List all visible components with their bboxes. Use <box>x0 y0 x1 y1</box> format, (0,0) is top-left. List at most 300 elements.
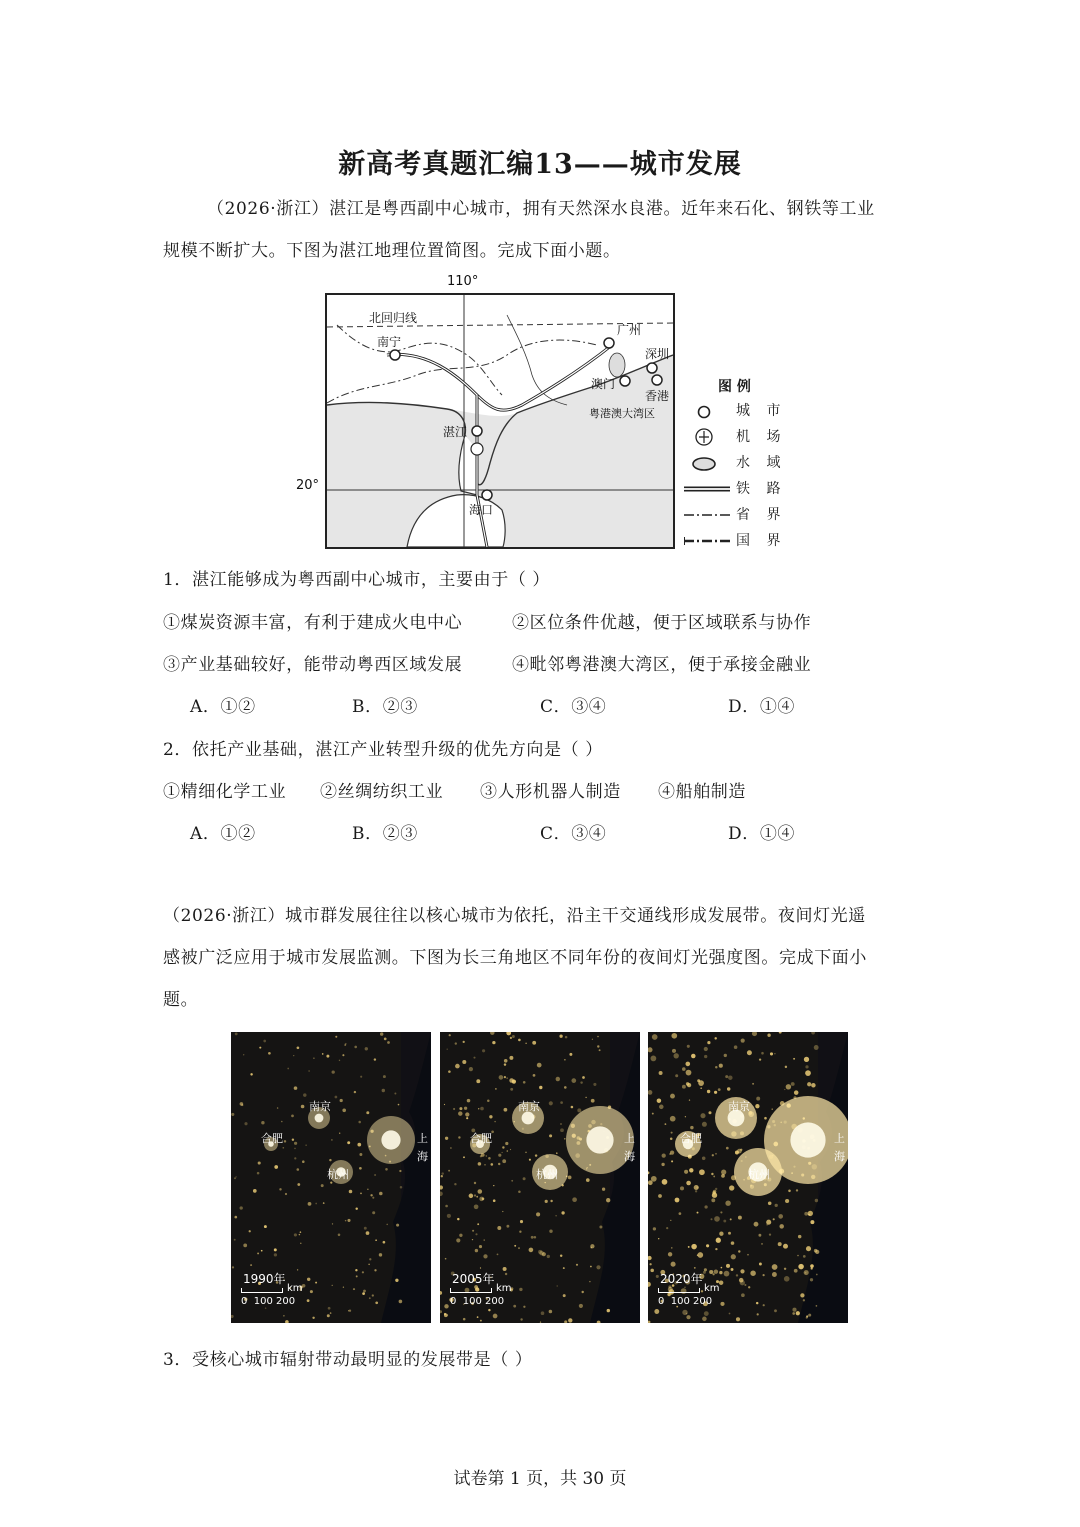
night-map-2020-light-dot <box>783 1244 788 1249</box>
night-map-2005-light-dot <box>479 1245 482 1248</box>
night-map-2005-light-dot <box>571 1106 574 1109</box>
night-map-1990-light-dot <box>331 1139 333 1141</box>
night-map-2005-light-dot <box>559 1035 562 1038</box>
night-map-2020-light-dot <box>691 1244 697 1250</box>
q1-option-b[interactable]: B．②③ <box>352 697 418 717</box>
night-map-2020-light-dot <box>731 1254 736 1259</box>
night-map-2005-light-dot <box>599 1049 601 1051</box>
night-map-2020-light-dot <box>690 1126 693 1129</box>
night-map-1990-light-dot <box>301 1105 305 1109</box>
night-map-1990-label-nanjing: 南京 <box>309 1100 331 1113</box>
night-map-2005-light-dot <box>597 1036 599 1038</box>
night-map-1990-light-dot <box>347 1141 350 1144</box>
night-map-2020-light-dot <box>714 1091 717 1094</box>
night-map-2005-light-dot <box>488 1309 490 1311</box>
night-map-2020-light-dot <box>723 1220 726 1223</box>
night-map-2020-light-dot <box>758 1234 761 1237</box>
night-map-2020-light-dot <box>807 1082 811 1086</box>
night-map-2005-light-dot <box>503 1267 507 1271</box>
label-haikou: 海口 <box>469 503 494 517</box>
night-map-2005-light-dot <box>541 1311 545 1315</box>
night-map-1990-light-dot <box>396 1224 399 1227</box>
night-map-2005-light-dot <box>607 1309 610 1312</box>
night-map-2020-light-dot <box>721 1267 723 1269</box>
night-map-2020-light-dot <box>649 1263 651 1265</box>
night-map-2005 <box>440 1032 640 1323</box>
night-map-1990-light-dot <box>294 1142 297 1145</box>
night-map-2005-light-dot <box>519 1231 521 1233</box>
night-map-2020-light-dot <box>682 1067 686 1071</box>
night-map-2020-light-dot <box>700 1087 702 1089</box>
night-map-2005-light-dot <box>445 1205 448 1208</box>
night-map-2005-light-dot <box>537 1063 542 1068</box>
q1-option-a[interactable]: A．①② <box>190 697 256 717</box>
night-map-2005-light-dot <box>444 1104 445 1105</box>
q2-option-a[interactable]: A．①② <box>190 824 256 844</box>
night-map-1990-light-dot <box>264 1225 267 1228</box>
night-map-2020-light-dot <box>772 1272 777 1277</box>
night-map-2020-light-dot <box>653 1227 656 1230</box>
night-map-2005-light-dot <box>560 1254 562 1256</box>
q2-option-b[interactable]: B．②③ <box>352 824 418 844</box>
night-map-2020-light-dot <box>669 1153 671 1155</box>
night-map-2020-light-dot <box>784 1089 785 1090</box>
night-map-2020-light-dot <box>772 1108 773 1109</box>
night-map-2020-light-dot <box>810 1278 813 1281</box>
night-map-2020-light-dot <box>675 1074 678 1077</box>
night-map-1990-light-dot <box>339 1133 340 1134</box>
night-map-1990-light-dot <box>374 1174 376 1176</box>
night-map-2005-light-dot <box>505 1273 507 1275</box>
night-map-2005-label-hai: 海 <box>624 1150 635 1163</box>
night-map-2020-light-dot <box>805 1272 807 1274</box>
night-map-2005-light-dot <box>577 1108 581 1112</box>
night-map-2020-light-dot <box>738 1152 739 1153</box>
night-map-2005-light-dot <box>525 1152 526 1153</box>
night-map-2020-light-dot <box>670 1094 675 1099</box>
q2-option-c[interactable]: C．③④ <box>540 824 607 844</box>
label-hongkong: 香港 <box>645 389 670 403</box>
night-map-2005-light-dot <box>549 1310 553 1314</box>
night-map-2005-light-dot <box>504 1063 506 1065</box>
night-map-2020-light-dot <box>707 1041 710 1044</box>
night-map-2005-light-dot <box>482 1049 485 1052</box>
q1-option-c[interactable]: C．③④ <box>540 697 607 717</box>
night-map-2005-light-dot <box>447 1049 448 1050</box>
night-map-2020-light-dot <box>814 1045 819 1050</box>
night-map-2020-label-nanjing: 南京 <box>728 1100 750 1113</box>
night-map-1990-light-dot <box>234 1239 236 1241</box>
night-map-2020-light-dot <box>798 1235 801 1238</box>
night-map-1990-light-dot <box>305 1145 306 1146</box>
night-map-2020-light-dot <box>714 1216 720 1222</box>
night-map-2020-light-dot <box>773 1218 775 1220</box>
night-map-2020-light-dot <box>804 1212 808 1216</box>
night-map-2005-scale-unit: km <box>496 1283 512 1294</box>
night-map-2020-light-dot <box>697 1079 700 1082</box>
q1-option-d[interactable]: D．①④ <box>728 697 796 717</box>
q2-statement-3: ③人形机器人制造 <box>480 782 621 802</box>
night-map-2020-light-dot <box>796 1189 798 1191</box>
night-map-2020-light-dot <box>659 1071 663 1075</box>
night-map-1990-light-dot <box>231 1113 234 1116</box>
night-map-2020-light-dot <box>704 1205 707 1208</box>
night-map-1990-light-dot <box>250 1073 252 1075</box>
night-map-1990-light-dot <box>250 1264 252 1266</box>
night-map-1990-light-dot <box>345 1220 347 1222</box>
night-map-1990-light-dot <box>297 1168 300 1171</box>
night-map-1990-light-dot <box>274 1165 278 1169</box>
night-map-2020-light-dot <box>805 1065 808 1068</box>
night-map-2005-light-dot <box>507 1150 509 1152</box>
night-map-1990-light-dot <box>300 1243 301 1244</box>
legend-airport-icon <box>694 427 714 447</box>
night-map-1990-light-dot <box>379 1192 383 1196</box>
night-map-2005-light-dot <box>549 1134 552 1137</box>
night-map-2005-light-dot <box>564 1059 566 1061</box>
night-map-1990-label-hangzhou: 杭州 <box>327 1168 349 1181</box>
night-map-1990-light-dot <box>374 1269 376 1271</box>
legend-railway: 铁 路 <box>684 476 804 502</box>
night-map-2005-light-dot <box>549 1101 553 1105</box>
night-map-1990-light-dot <box>374 1058 376 1060</box>
night-map-2005-light-dot <box>493 1185 494 1186</box>
night-map-1990-light-dot <box>398 1104 400 1106</box>
night-map-2005-light-dot <box>523 1177 526 1180</box>
night-map-2020-light-dot <box>724 1054 727 1057</box>
night-map-2005-light-dot <box>599 1226 602 1229</box>
night-map-2020-light-dot <box>710 1218 712 1220</box>
night-map-1990-light-dot <box>308 1070 309 1071</box>
night-map-2020-light-dot <box>703 1271 706 1274</box>
night-map-2005-light-dot <box>445 1137 448 1140</box>
night-map-1990-light-dot <box>315 1203 317 1205</box>
pearl-river-estuary <box>609 353 625 377</box>
legend-airport: 机 场 <box>684 424 804 450</box>
night-map-2005-light-dot <box>539 1251 544 1256</box>
night-map-2020-light-dot <box>767 1034 770 1037</box>
night-map-2020-light-dot <box>768 1202 772 1206</box>
night-map-2005-light-dot <box>606 1198 610 1202</box>
night-map-2020-light-dot <box>786 1084 791 1089</box>
night-map-2020-light-dot <box>741 1039 745 1043</box>
night-map-2020-light-dot <box>715 1153 717 1155</box>
night-map-1990-light-dot <box>235 1176 236 1177</box>
page-footer: 试卷第 1 页，共 30 页 <box>453 1469 627 1489</box>
night-map-2005-light-dot <box>469 1067 473 1071</box>
night-map-2005-light-dot <box>487 1099 490 1102</box>
night-map-2005-light-dot <box>532 1041 536 1045</box>
night-map-1990-light-dot <box>357 1143 361 1147</box>
night-map-1990-light-dot <box>277 1107 279 1109</box>
night-map-2020-light-dot <box>803 1255 806 1258</box>
night-map-2020-scale-bar <box>658 1288 700 1293</box>
night-map-2005-light-dot <box>493 1314 498 1319</box>
night-map-2005-light-dot <box>585 1097 586 1098</box>
night-map-1990-light-dot <box>274 1253 277 1256</box>
night-map-2020-light-dot <box>658 1194 662 1198</box>
night-map-2005-light-dot <box>518 1190 521 1193</box>
night-map-2020-label-hefei: 合肥 <box>680 1132 702 1145</box>
night-map-2005-light-dot <box>520 1220 523 1223</box>
question-1-stem: 1．湛江能够成为粤西副中心城市，主要由于（ ） <box>163 570 551 590</box>
night-map-2005-light-dot <box>535 1154 537 1156</box>
night-map-1990-light-dot <box>365 1047 368 1050</box>
q1-statement-4: ④毗邻粤港澳大湾区，便于承接金融业 <box>512 655 812 675</box>
night-map-2020-light-dot <box>796 1311 800 1315</box>
night-map-1990-light-dot <box>343 1287 344 1288</box>
night-map-1990-light-dot <box>257 1172 260 1175</box>
night-map-1990-light-dot <box>369 1297 371 1299</box>
night-map-1990-light-dot <box>329 1159 331 1161</box>
night-map-2020-light-dot <box>788 1190 791 1193</box>
night-map-1990-light-dot <box>274 1248 277 1251</box>
night-map-1990-light-dot <box>342 1109 346 1113</box>
night-map-2020-light-dot <box>670 1116 676 1122</box>
night-map-2020-light-dot <box>774 1053 775 1054</box>
night-map-2020-light-dot <box>810 1264 814 1268</box>
intro1-line-1: （2026·浙江）湛江是粤西副中心城市，拥有天然深水良港。近年来石化、钢铁等工业 <box>207 199 875 219</box>
legend-national-border: 国 界 <box>684 528 804 554</box>
night-map-2005-light-dot <box>547 1255 550 1258</box>
night-map-1990-light-dot <box>387 1041 390 1044</box>
night-map-2020-light-dot <box>712 1154 714 1156</box>
night-map-2005-light-dot <box>523 1081 526 1084</box>
night-map-2005-light-dot <box>549 1229 552 1232</box>
night-map-1990-light-dot <box>294 1086 298 1090</box>
night-map-2020-light-dot <box>654 1309 659 1314</box>
night-map-1990-light-dot <box>383 1075 386 1078</box>
night-map-1990-light-dot <box>315 1282 317 1284</box>
night-map-2020-light-dot <box>686 1181 691 1186</box>
night-map-1990-light-dot <box>386 1224 388 1226</box>
night-map-1990-light-dot <box>375 1239 377 1241</box>
night-map-2005-light-dot <box>444 1304 448 1308</box>
night-map-2005-light-dot <box>509 1078 514 1083</box>
question-3-stem: 3．受核心城市辐射带动最明显的发展带是（ ） <box>163 1350 533 1370</box>
night-map-2020-light-dot <box>740 1280 745 1285</box>
night-map-2005-light-dot <box>492 1041 495 1044</box>
night-map-2005-light-dot <box>455 1042 457 1044</box>
night-map-1990-light-dot <box>384 1038 387 1041</box>
night-map-2020-light-dot <box>648 1180 653 1185</box>
night-map-1990-light-dot <box>259 1047 261 1049</box>
night-map-2020-light-dot <box>702 1317 707 1322</box>
night-map-2020-light-dot <box>784 1268 786 1270</box>
night-map-2005-light-dot <box>458 1136 460 1138</box>
night-map-2020-light-dot <box>793 1058 795 1060</box>
night-map-2020-light-dot <box>738 1216 742 1220</box>
night-map-2005-light-dot <box>465 1112 469 1116</box>
night-map-1990-light-dot <box>279 1188 281 1190</box>
night-map-2020-light-dot <box>665 1123 667 1125</box>
night-map-1990-light-dot <box>338 1234 341 1237</box>
night-map-2020-light-dot <box>685 1062 690 1067</box>
night-map-1990-light-dot <box>322 1053 324 1055</box>
night-map-2005-light-dot <box>518 1247 520 1249</box>
night-map-2005-light-dot <box>510 1037 512 1039</box>
night-map-2020-light-dot <box>671 1160 673 1162</box>
night-map-1990-light-dot <box>310 1290 313 1293</box>
night-map-2005-light-dot <box>482 1198 485 1201</box>
night-map-1990-year: 1990年 <box>243 1272 286 1286</box>
night-map-1990-city-core-1 <box>315 1114 324 1123</box>
night-map-2020-light-dot <box>761 1243 763 1245</box>
legend-water: 水 域 <box>684 450 804 476</box>
night-map-2005-light-dot <box>534 1236 537 1239</box>
night-map-1990-light-dot <box>240 1102 244 1106</box>
night-map-2005-light-dot <box>467 1099 471 1103</box>
night-map-2020-light-dot <box>759 1263 762 1266</box>
night-map-2005-light-dot <box>560 1128 564 1132</box>
night-map-2020-light-dot <box>725 1200 730 1205</box>
night-map-1990-light-dot <box>362 1271 364 1273</box>
q2-statement-4: ④船舶制造 <box>658 782 746 802</box>
night-map-1990-light-dot <box>313 1057 315 1059</box>
q1-statement-3: ③产业基础较好，能带动粤西区域发展 <box>163 655 463 675</box>
night-map-1990-light-dot <box>302 1160 305 1163</box>
q2-option-d[interactable]: D．①④ <box>728 824 796 844</box>
night-map-2020-light-dot <box>785 1199 789 1203</box>
night-map-2020-light-dot <box>662 1153 666 1157</box>
night-map-2005-light-dot <box>569 1053 572 1056</box>
night-map-1990-light-dot <box>342 1054 344 1056</box>
night-map-2020-light-dot <box>713 1175 715 1177</box>
night-map-2005-light-dot <box>563 1294 566 1297</box>
night-map-2020-light-dot <box>728 1232 731 1235</box>
night-map-2005-light-dot <box>506 1077 508 1079</box>
night-map-2020-light-dot <box>803 1299 805 1301</box>
night-map-2005-light-dot <box>504 1108 508 1112</box>
night-map-2020-light-dot <box>730 1218 732 1220</box>
night-map-2005-light-dot <box>493 1199 496 1202</box>
national-border <box>337 325 502 395</box>
night-map-2020-light-dot <box>754 1222 759 1227</box>
legend-water-icon <box>690 456 718 472</box>
zhanjiang-location-map <box>325 293 675 549</box>
night-map-1990-light-dot <box>366 1231 370 1235</box>
night-map-2005-light-dot <box>448 1070 451 1073</box>
night-map-1990-light-dot <box>335 1036 337 1038</box>
night-map-1990-light-dot <box>261 1121 264 1124</box>
night-map-2005-light-dot <box>464 1107 467 1110</box>
night-map-2020-light-dot <box>747 1254 749 1256</box>
night-map-2020-light-dot <box>763 1274 765 1276</box>
night-map-2005-scale-ticks: 0 100 200 <box>450 1296 505 1307</box>
night-map-2020-light-dot <box>756 1302 758 1304</box>
night-map-2020-light-dot <box>697 1212 699 1214</box>
night-map-2020-light-dot <box>721 1170 726 1175</box>
night-map-2005-light-dot <box>596 1265 600 1269</box>
night-map-2005-light-dot <box>463 1318 466 1321</box>
night-map-1990-light-dot <box>360 1193 362 1195</box>
night-map-1990-light-dot <box>362 1292 365 1295</box>
night-map-1990-light-dot <box>380 1032 383 1035</box>
night-map-2020-scale-ticks: 0 100 200 <box>658 1296 713 1307</box>
night-map-1990-light-dot <box>323 1202 325 1204</box>
night-map-1990-light-dot <box>339 1060 340 1061</box>
night-map-2020-light-dot <box>734 1045 738 1049</box>
night-map-1990-light-dot <box>308 1202 312 1206</box>
night-map-1990-light-dot <box>358 1121 361 1124</box>
city-shenzhen-icon <box>647 363 657 373</box>
night-map-1990-light-dot <box>294 1233 297 1236</box>
night-map-2005-light-dot <box>499 1075 504 1080</box>
night-map-2005-light-dot <box>523 1306 525 1308</box>
night-map-1990-light-dot <box>385 1168 388 1171</box>
night-map-1990-light-dot <box>312 1317 314 1319</box>
night-map-2005-light-dot <box>441 1172 443 1174</box>
night-map-1990-light-dot <box>234 1177 236 1179</box>
label-guangzhou: 广州 <box>617 323 642 337</box>
night-map-2005-light-dot <box>556 1077 560 1081</box>
night-map-1990-light-dot <box>240 1206 243 1209</box>
night-map-1990-light-dot <box>360 1076 362 1078</box>
night-map-2020-light-dot <box>689 1099 690 1100</box>
night-map-1990-light-dot <box>327 1314 330 1317</box>
night-map-2005-light-dot <box>462 1060 466 1064</box>
night-map-2020-light-dot <box>724 1271 730 1277</box>
night-map-1990-light-dot <box>326 1055 329 1058</box>
night-map-2005-light-dot <box>545 1200 548 1203</box>
intro1-line-2: 规模不断扩大。下图为湛江地理位置简图。完成下面小题。 <box>163 241 621 261</box>
night-map-2005-light-dot <box>591 1099 595 1103</box>
night-map-1990-light-dot <box>394 1093 396 1095</box>
night-map-1990-light-dot <box>328 1307 331 1310</box>
night-map-2020-light-dot <box>718 1088 721 1091</box>
night-map-2005-light-dot <box>484 1164 486 1166</box>
night-map-2020-light-dot <box>686 1315 690 1319</box>
night-map-2020-light-dot <box>784 1276 790 1282</box>
night-map-2005-label-hangzhou: 杭州 <box>536 1168 558 1181</box>
night-map-2005-scale-bar <box>450 1288 492 1293</box>
night-map-1990-light-dot <box>369 1258 371 1260</box>
night-map-2020-year: 2020年 <box>660 1272 703 1286</box>
night-map-2020-light-dot <box>702 1122 707 1127</box>
q1-statement-2: ②区位条件优越，便于区域联系与协作 <box>512 613 812 633</box>
night-map-2005-light-dot <box>474 1182 476 1184</box>
night-map-1990-light-dot <box>253 1189 257 1193</box>
night-map-2005-light-dot <box>510 1149 511 1150</box>
night-map-2005-light-dot <box>453 1108 455 1110</box>
label-nanning: 南宁 <box>377 335 402 349</box>
night-map-2020-light-dot <box>695 1190 697 1192</box>
night-map-2020-light-dot <box>702 1157 706 1161</box>
night-map-2020-light-dot <box>671 1033 677 1039</box>
q2-statement-1: ①精细化学工业 <box>163 782 287 802</box>
intro-paragraph-1 <box>163 188 923 272</box>
night-map-1990-light-dot <box>372 1211 375 1214</box>
night-map-2005-light-dot <box>480 1320 482 1322</box>
legend-railway-icon <box>684 484 730 494</box>
night-map-2020-light-dot <box>769 1233 771 1235</box>
night-map-2005-light-dot <box>504 1076 506 1078</box>
night-map-2005-light-dot <box>513 1305 516 1308</box>
night-map-2020-light-dot <box>785 1066 787 1068</box>
label-gba: 粤港澳大湾区 <box>589 407 655 420</box>
legend-province-icon <box>684 510 730 520</box>
night-map-1990-light-dot <box>332 1223 333 1224</box>
night-map-2005-light-dot <box>602 1188 605 1191</box>
night-map-2020-light-dot <box>804 1057 809 1062</box>
night-map-2020-light-dot <box>761 1052 764 1055</box>
night-map-2005-light-dot <box>441 1175 443 1177</box>
night-map-2020-light-dot <box>691 1054 696 1059</box>
intro-paragraph-2 <box>163 895 923 1021</box>
night-map-2020-light-dot <box>732 1269 734 1271</box>
night-map-2005-light-dot <box>568 1176 572 1180</box>
question-2-stem: 2．依托产业基础，湛江产业转型升级的优先方向是（ ） <box>163 740 603 760</box>
